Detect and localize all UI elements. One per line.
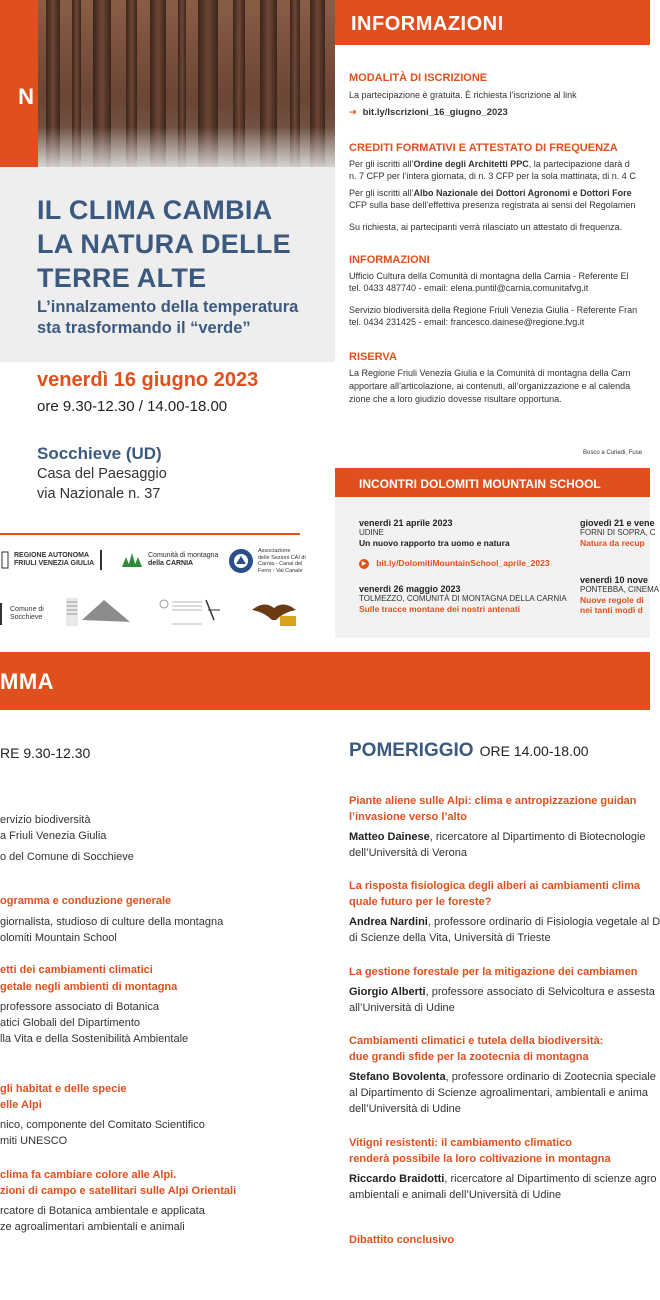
informazioni-title: INFORMAZIONI: [349, 254, 430, 266]
informazioni-line-1: Ufficio Cultura della Comunità di montagna della Carnia - Referente El: [349, 271, 629, 281]
logo-federazione: [64, 596, 134, 633]
afternoon-speaker-line: dell’Università di Udine: [349, 1103, 461, 1115]
ordine-emblem-icon: [158, 598, 232, 628]
morning-line: atici Globali del Dipartimento: [0, 1017, 141, 1029]
play-icon: ▶: [359, 559, 369, 569]
morning-line: ervizio biodiversità: [0, 814, 91, 826]
forest-photo: [38, 0, 335, 167]
event-title: IL CLIMA CAMBIA LA NATURA DELLE TERRE ALTE: [37, 195, 291, 293]
logo-cai: Associazione delle Sezioni CAI di Carnia - Canal del Ferro - Val Canale: [228, 548, 306, 574]
logo-parco: [250, 600, 298, 633]
trees-icon: [118, 551, 144, 569]
iscrizione-link[interactable]: ➜ bit.ly/Iscrizioni_16_giugno_2023: [349, 107, 508, 118]
afternoon-talk-title: renderà possibile la loro coltivazione in montagna: [349, 1153, 611, 1165]
logo-comune-socchieve: Comune di Socchieve: [0, 603, 44, 625]
morning-line: o del Comune di Socchieve: [0, 851, 134, 863]
morning-talk-title: zioni di campo e satellitari sulle Alpi Orientali: [0, 1185, 237, 1197]
closing-debate: Dibattito conclusivo: [349, 1234, 455, 1246]
crediti-line-3: Per gli iscritti all’Albo Nazionale dei Dottori Agronomi e Dottori Fore: [349, 188, 632, 198]
photo-credit: Bosco a Curiedi, Fuse: [583, 450, 643, 456]
afternoon-speaker-line: al Dipartimento di Scienze agroalimentari, ambientali e anima: [349, 1087, 648, 1099]
morning-line: rcatore di Botanica ambientale e applicata: [0, 1205, 205, 1217]
afternoon-speaker-line: dell’Università di Verona: [349, 847, 468, 859]
crediti-line-5: Su richiesta, ai partecipanti verrà rilasciato un attestato di frequenza.: [349, 222, 623, 232]
morning-line: giornalista, studioso di culture della montagna: [0, 916, 224, 928]
afternoon-talk-title: Cambiamenti climatici e tutela della biodiversità:: [349, 1035, 604, 1047]
afternoon-speaker-line: ambientali e animali dell’Università di Udine: [349, 1189, 562, 1201]
programma-header-bar: [0, 652, 650, 710]
morning-talk-title: clima fa cambiare colore alle Alpi.: [0, 1169, 177, 1181]
morning-line: ze agroalimentari ambientali e animali: [0, 1221, 185, 1233]
event-3: giovedì 21 e vene FORNI DI SOPRA, C Natura da recup: [580, 518, 656, 548]
crediti-line-2: n. 7 CFP per l’intera giornata, di n. 3 CFP per la sola mattinata, di n. 4 C: [349, 171, 636, 181]
afternoon-talk-title: due grandi sfide per la zootecnia di montagna: [349, 1051, 589, 1063]
event-place: Socchieve (UD): [37, 444, 162, 463]
morning-line: nico, componente del Comitato Scientifico: [0, 1119, 205, 1131]
left-orange-strip: [0, 0, 38, 167]
afternoon-speaker: Andrea Nardini, professore ordinario di Fisiologia vegetale al D: [349, 916, 660, 928]
event-1: venerdì 21 aprile 2023 UDINE Un nuovo rapporto tra uomo e natura: [359, 518, 510, 548]
afternoon-speaker: Matteo Dainese, ricercatore al Dipartimento di Biotecnologie: [349, 831, 646, 843]
event-address: Casa del Paesaggio via Nazionale n. 37: [37, 466, 167, 502]
morning-talk-title: getale negli ambienti di montagna: [0, 981, 178, 993]
programma-header: MMA: [0, 669, 55, 694]
logo-comunita-carnia: Comunità di montagna della CARNIA: [118, 551, 218, 569]
iscrizione-title: MODALITÀ DI ISCRIZIONE: [349, 72, 488, 84]
incontri-header: INCONTRI DOLOMITI MOUNTAIN SCHOOL: [359, 477, 601, 491]
crediti-line-1: Per gli iscritti all’Ordine degli Architetti PPC, la partecipazione darà d: [349, 159, 630, 169]
logo-ordine-agronomi: [158, 598, 232, 633]
afternoon-speaker-line: all’Università di Udine: [349, 1002, 455, 1014]
event-4: venerdì 10 nove PONTEBBA, CINEMA Nuove regole di nei tanti modi d: [580, 575, 660, 615]
morning-talk-title: ogramma e conduzione generale: [0, 895, 172, 907]
eagle-icon: [250, 600, 298, 628]
morning-talk-title: elle Alpi: [0, 1099, 42, 1111]
riserva-line-2: apportare all’articolazione, ai contenuti, all’organizzazione e al calenda: [349, 381, 631, 391]
event-1-link[interactable]: ▶ bit.ly/DolomitiMountainSchool_aprile_2023: [359, 558, 550, 569]
iscrizione-text: La partecipazione è gratuita. È richiesta l’iscrizione al link: [349, 90, 577, 100]
regione-emblem-icon: [0, 550, 10, 570]
info-header: INFORMAZIONI: [351, 13, 504, 35]
logo-regione-fvg: REGIONE AUTONOMA FRIULI VENEZIA GIULIA: [0, 550, 102, 570]
orange-divider: [0, 533, 300, 535]
morning-talk-title: gli habitat e delle specie: [0, 1083, 127, 1095]
afternoon-talk-title: quale futuro per le foreste?: [349, 896, 492, 908]
federazione-mark-icon: [64, 596, 134, 628]
afternoon-talk-title: La risposta fisiologica degli alberi ai cambiamenti clima: [349, 880, 640, 892]
afternoon-speaker: Stefano Bovolenta, professore ordinario di Zootecnia speciale: [349, 1071, 656, 1083]
riserva-title: RISERVA: [349, 351, 397, 363]
informazioni-line-4: tel. 0434 231425 - email: francesco.dainese@regione.fvg.it: [349, 317, 585, 327]
afternoon-speaker: Giorgio Alberti, professore associato di Selvicoltura e assesta: [349, 986, 655, 998]
riserva-line-3: zione che a loro giudizio dovesse risultare opportuna.: [349, 394, 562, 404]
afternoon-talk-title: Vitigni resistenti: il cambiamento climatico: [349, 1137, 572, 1149]
cai-emblem-icon: [228, 548, 254, 574]
morning-line: lla Vita e della Sostenibilità Ambientale: [0, 1033, 189, 1045]
crediti-line-4: CFP sulla base dell’effettiva presenza registrata ai sensi del Regolamen: [349, 200, 636, 210]
crediti-title: CREDITI FORMATIVI E ATTESTATO DI FREQUENZA: [349, 142, 618, 154]
event-hours: ore 9.30-12.30 / 14.00-18.00: [37, 398, 228, 415]
afternoon-talk-title: l’invasione verso l’alto: [349, 811, 467, 823]
arrow-right-icon: ➜: [349, 107, 357, 118]
afternoon-talk-title: La gestione forestale per la mitigazione dei cambiamen: [349, 966, 638, 978]
morning-line: a Friuli Venezia Giulia: [0, 830, 107, 842]
informazioni-line-3: Servizio biodiversità della Regione Friuli Venezia Giulia - Referente Fran: [349, 305, 638, 315]
afternoon-speaker: Riccardo Braidotti, ricercatore al Dipartimento di scienze agro: [349, 1173, 657, 1185]
informazioni-line-2: tel. 0433 487740 - email: elena.puntil@carnia.comunitafvg.it: [349, 283, 589, 293]
event-subtitle: L’innalzamento della temperatura sta trasformando il “verde”: [37, 298, 299, 337]
incontri-header-bar: [335, 468, 650, 497]
morning-line: miti UNESCO: [0, 1135, 68, 1147]
info-header-bar: [335, 0, 650, 45]
mattina-hours: RE 9.30-12.30: [0, 745, 91, 761]
afternoon-talk-title: Piante aliene sulle Alpi: clima e antropizzazione guidan: [349, 795, 637, 807]
riserva-line-1: La Regione Friuli Venezia Giulia e la Comunità di montagna della Carn: [349, 368, 631, 378]
morning-line: professore associato di Botanica: [0, 1001, 159, 1013]
pomeriggio-heading: POMERIGGIO ORE 14.00-18.00: [349, 740, 589, 761]
morning-talk-title: etti dei cambiamenti climatici: [0, 964, 153, 976]
morning-line: olomiti Mountain School: [0, 932, 117, 944]
afternoon-speaker-line: di Scienze della Vita, Università di Trieste: [349, 932, 551, 944]
event-date: venerdì 16 giugno 2023: [37, 369, 259, 391]
event-2: venerdì 26 maggio 2023 TOLMEZZO, COMUNITÀ DI MONTAGNA DELLA CARNIA Sulle tracce montane dei nostri antenati: [359, 584, 567, 614]
left-strip-letter: N: [18, 84, 34, 109]
